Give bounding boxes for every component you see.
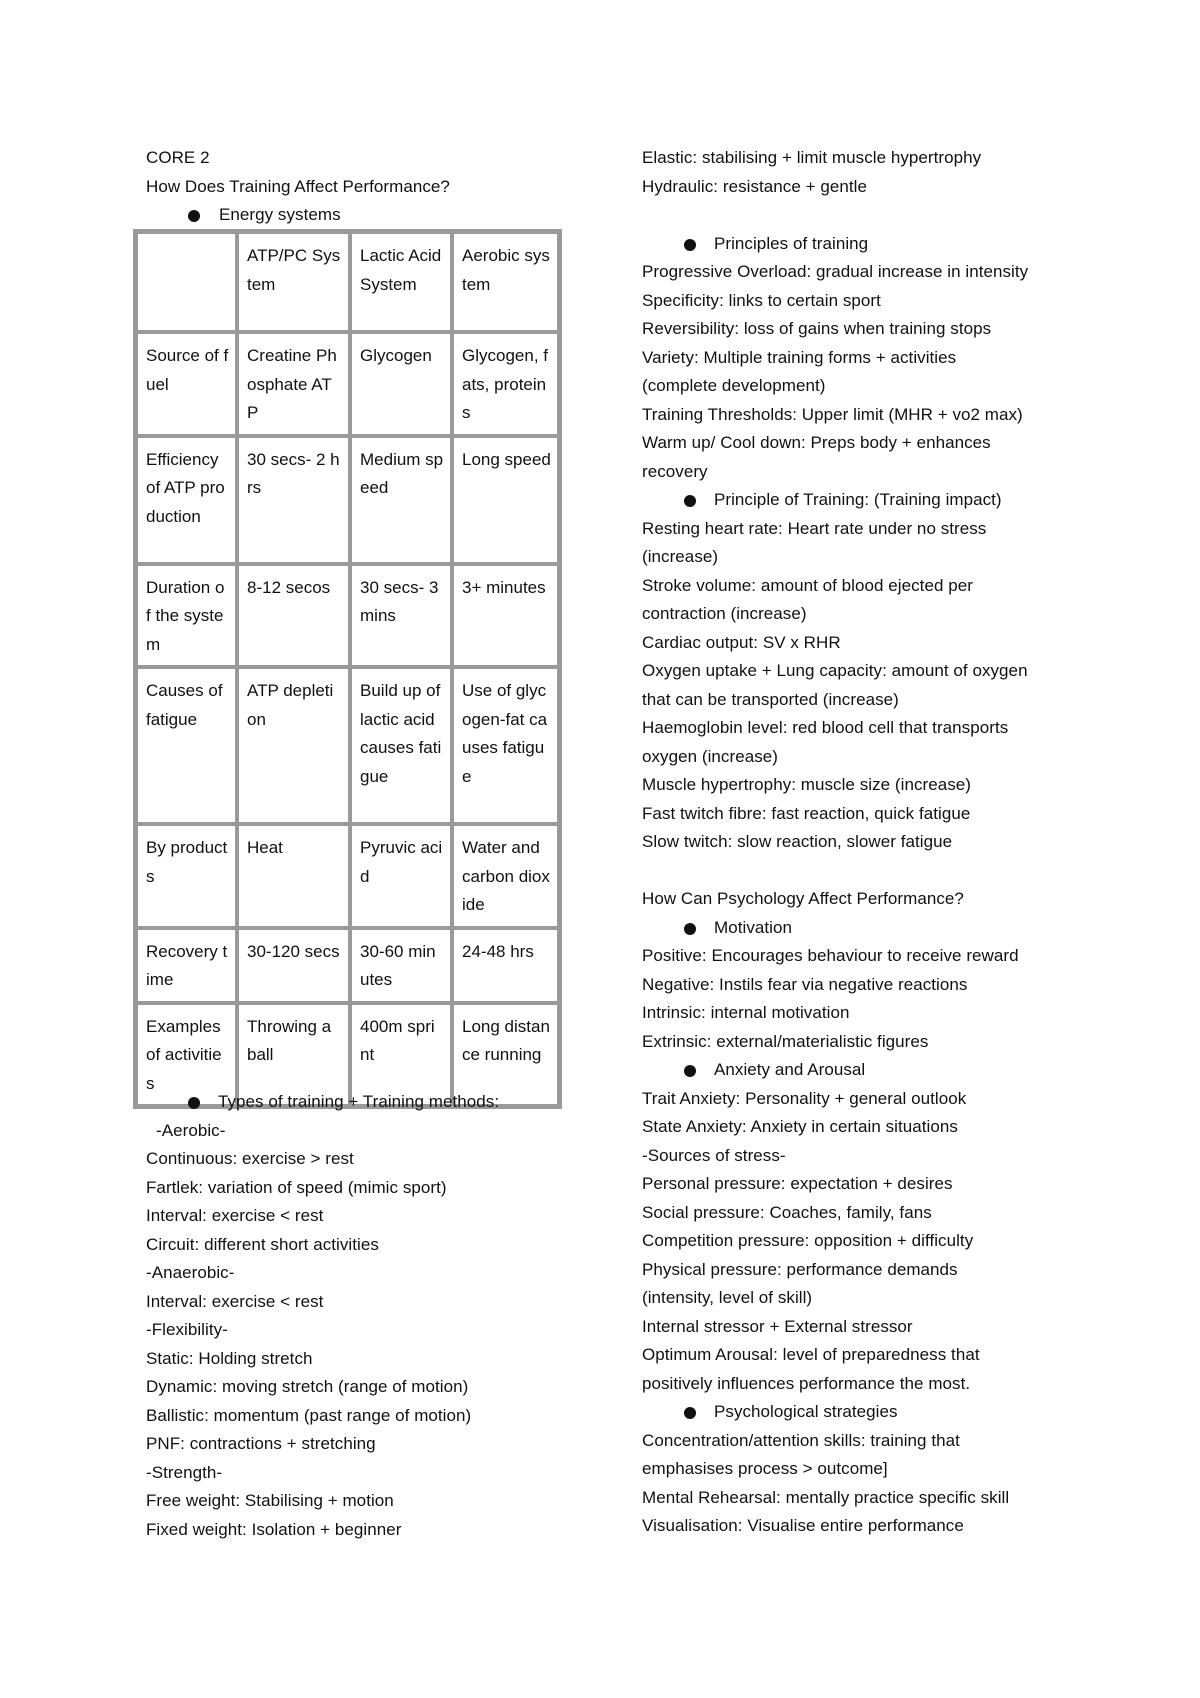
list-item: Ballistic: momentum (past range of motion)	[146, 1405, 472, 1425]
table-row-label: By products	[136, 824, 237, 928]
list-item: Dynamic: moving stretch (range of motion)	[146, 1377, 469, 1396]
table-cell: Use of glycogen-fat causes fatigue	[452, 667, 559, 824]
table-cell: Build up of lactic acid causes fatigue	[350, 667, 452, 824]
table-cell: Glycogen, fats, proteins	[452, 332, 559, 436]
list-item: Free weight: Stabilising + motion	[146, 1491, 394, 1510]
table-row	[136, 928, 559, 1003]
table-row-label: Examples of activities	[136, 1003, 237, 1107]
list-item: Trait Anxiety: Personality + general outlook	[642, 1088, 967, 1108]
list-item: Stroke volume: amount of blood ejected per	[642, 575, 973, 595]
table-row-label: Efficiency of ATP production	[136, 436, 237, 564]
bullet-psychological-strategies: Psychological strategies	[642, 1398, 1112, 1427]
list-item: Specificity: links to certain sport	[642, 290, 881, 310]
table-row	[136, 824, 559, 928]
list-item: Extrinsic: external/materialistic figures	[642, 1031, 929, 1051]
table-cell: Water and carbon dioxide	[452, 824, 559, 928]
list-item: Cardiac output: SV x RHR	[642, 632, 841, 652]
table-cell: Glycogen	[350, 332, 452, 436]
table-cell: Throwing a ball	[237, 1003, 350, 1107]
table-cell: Creatine Phosphate ATP	[237, 332, 350, 436]
table-header-cell: ATP/PC System	[237, 232, 350, 332]
table-cell: 24-48 hrs	[452, 928, 559, 1003]
list-item: Fartlek: variation of speed (mimic sport)	[146, 1177, 447, 1197]
list-item: Concentration/attention skills: training that	[642, 1430, 960, 1450]
table-row-label: Source of fuel	[136, 332, 237, 436]
list-item: Elastic: stabilising + limit muscle hypertrophy	[642, 148, 982, 167]
list-item: Interval: exercise < rest	[146, 1291, 324, 1311]
list-item: Competition pressure: opposition + difficulty	[642, 1231, 974, 1250]
table-cell: 3+ minutes	[452, 564, 559, 668]
list-item: Slow twitch: slow reaction, slower fatigue	[642, 832, 953, 851]
table-header-cell: Lactic Acid System	[350, 232, 452, 332]
list-item: emphasises process > outcome]	[642, 1459, 888, 1478]
table-cell: 30-60 minutes	[350, 928, 452, 1003]
list-item: State Anxiety: Anxiety in certain situations	[642, 1117, 958, 1136]
table-row	[136, 332, 559, 436]
list-item: Resting heart rate: Heart rate under no stress	[642, 518, 987, 538]
table-cell: Medium speed	[350, 436, 452, 564]
bullet-anxiety-arousal: Anxiety and Arousal	[642, 1056, 1112, 1085]
list-item: Oxygen uptake + Lung capacity: amount of oxygen	[642, 661, 1028, 680]
table-cell: Long distance running	[452, 1003, 559, 1107]
list-item: Physical pressure: performance demands	[642, 1259, 958, 1279]
table-cell: Heat	[237, 824, 350, 928]
list-item: Continuous: exercise > rest	[146, 1149, 354, 1168]
list-item: (increase)	[642, 547, 719, 566]
list-item: Variety: Multiple training forms + activities	[642, 347, 957, 367]
right-column	[642, 144, 1112, 1541]
table-cell: Long speed	[452, 436, 559, 564]
table-cell: ATP depletion	[237, 667, 350, 824]
table-cell: 30 secs- 3 mins	[350, 564, 452, 668]
section-heading-psychology: How Can Psychology Affect Performance?	[642, 889, 964, 908]
table-row	[136, 564, 559, 668]
list-item: Reversibility: loss of gains when training stops	[642, 319, 992, 338]
document-title: CORE 2	[146, 148, 210, 167]
list-item: Mental Rehearsal: mentally practice specific skill	[642, 1487, 1010, 1507]
list-item: (complete development)	[642, 376, 826, 395]
list-item: (intensity, level of skill)	[642, 1288, 813, 1307]
list-item: Visualisation: Visualise entire performance	[642, 1516, 964, 1535]
list-item: Fast twitch fibre: fast reaction, quick fatigue	[642, 803, 971, 823]
spacer	[642, 857, 1112, 886]
list-item: Social pressure: Coaches, family, fans	[642, 1202, 932, 1222]
list-item: Negative: Instils fear via negative reactions	[642, 974, 968, 994]
table-header-row	[136, 232, 559, 332]
bullet-energy-systems: Energy systems	[146, 201, 586, 230]
list-item: Interval: exercise < rest	[146, 1206, 324, 1225]
list-item: Static: Holding stretch	[146, 1348, 313, 1368]
table-row-label: Recovery time	[136, 928, 237, 1003]
left-column-header	[146, 144, 586, 230]
list-item: Fixed weight: Isolation + beginner	[146, 1519, 402, 1539]
bullet-training-impact: Principle of Training: (Training impact)	[642, 486, 1112, 515]
list-item: -Anaerobic-	[146, 1263, 235, 1282]
list-item: recovery	[642, 461, 708, 481]
list-item: Positive: Encourages behaviour to receive reward	[642, 946, 1019, 965]
list-item: positively influences performance the most.	[642, 1373, 971, 1393]
left-column-training-methods	[146, 1088, 586, 1544]
table-header-cell: Aerobic system	[452, 232, 559, 332]
bullet-principles-of-training: Principles of training	[642, 230, 1112, 259]
list-item: Progressive Overload: gradual increase in intensity	[642, 262, 1029, 281]
table-cell: 8-12 secos	[237, 564, 350, 668]
table-cell: 400m sprint	[350, 1003, 452, 1107]
list-item: that can be transported (increase)	[642, 689, 899, 709]
list-item: Haemoglobin level: red blood cell that transports	[642, 718, 1009, 737]
list-item: Intrinsic: internal motivation	[642, 1003, 850, 1022]
table-cell: Pyruvic acid	[350, 824, 452, 928]
bullet-types-of-training: Types of training + Training methods:	[146, 1088, 586, 1117]
list-item: Optimum Arousal: level of preparedness that	[642, 1345, 980, 1364]
list-item: -Strength-	[146, 1462, 223, 1482]
list-item: oxygen (increase)	[642, 746, 778, 766]
list-item: Personal pressure: expectation + desires	[642, 1174, 953, 1193]
list-item: Warm up/ Cool down: Preps body + enhances	[642, 433, 991, 452]
list-item: Training Thresholds: Upper limit (MHR + vo2 max)	[642, 404, 1023, 424]
table-cell: 30-120 secs	[237, 928, 350, 1003]
list-item: -Aerobic-	[156, 1120, 226, 1140]
list-item: Circuit: different short activities	[146, 1234, 379, 1254]
list-item: -Flexibility-	[146, 1320, 228, 1339]
table-row-label: Duration of the system	[136, 564, 237, 668]
list-item: Muscle hypertrophy: muscle size (increase)	[642, 775, 971, 794]
list-item: Internal stressor + External stressor	[642, 1316, 913, 1336]
spacer	[642, 201, 1112, 230]
table-row	[136, 436, 559, 564]
table-cell	[136, 232, 237, 332]
table-row-label: Causes of fatigue	[136, 667, 237, 824]
list-item: -Sources of stress-	[642, 1145, 786, 1165]
energy-systems-table	[133, 229, 562, 1109]
table-cell: 30 secs- 2 hrs	[237, 436, 350, 564]
table-row	[136, 667, 559, 824]
list-item: contraction (increase)	[642, 604, 807, 623]
bullet-motivation: Motivation	[642, 914, 1112, 943]
list-item: PNF: contractions + stretching	[146, 1434, 376, 1453]
section-heading-training: How Does Training Affect Performance?	[146, 176, 450, 196]
list-item: Hydraulic: resistance + gentle	[642, 176, 867, 196]
